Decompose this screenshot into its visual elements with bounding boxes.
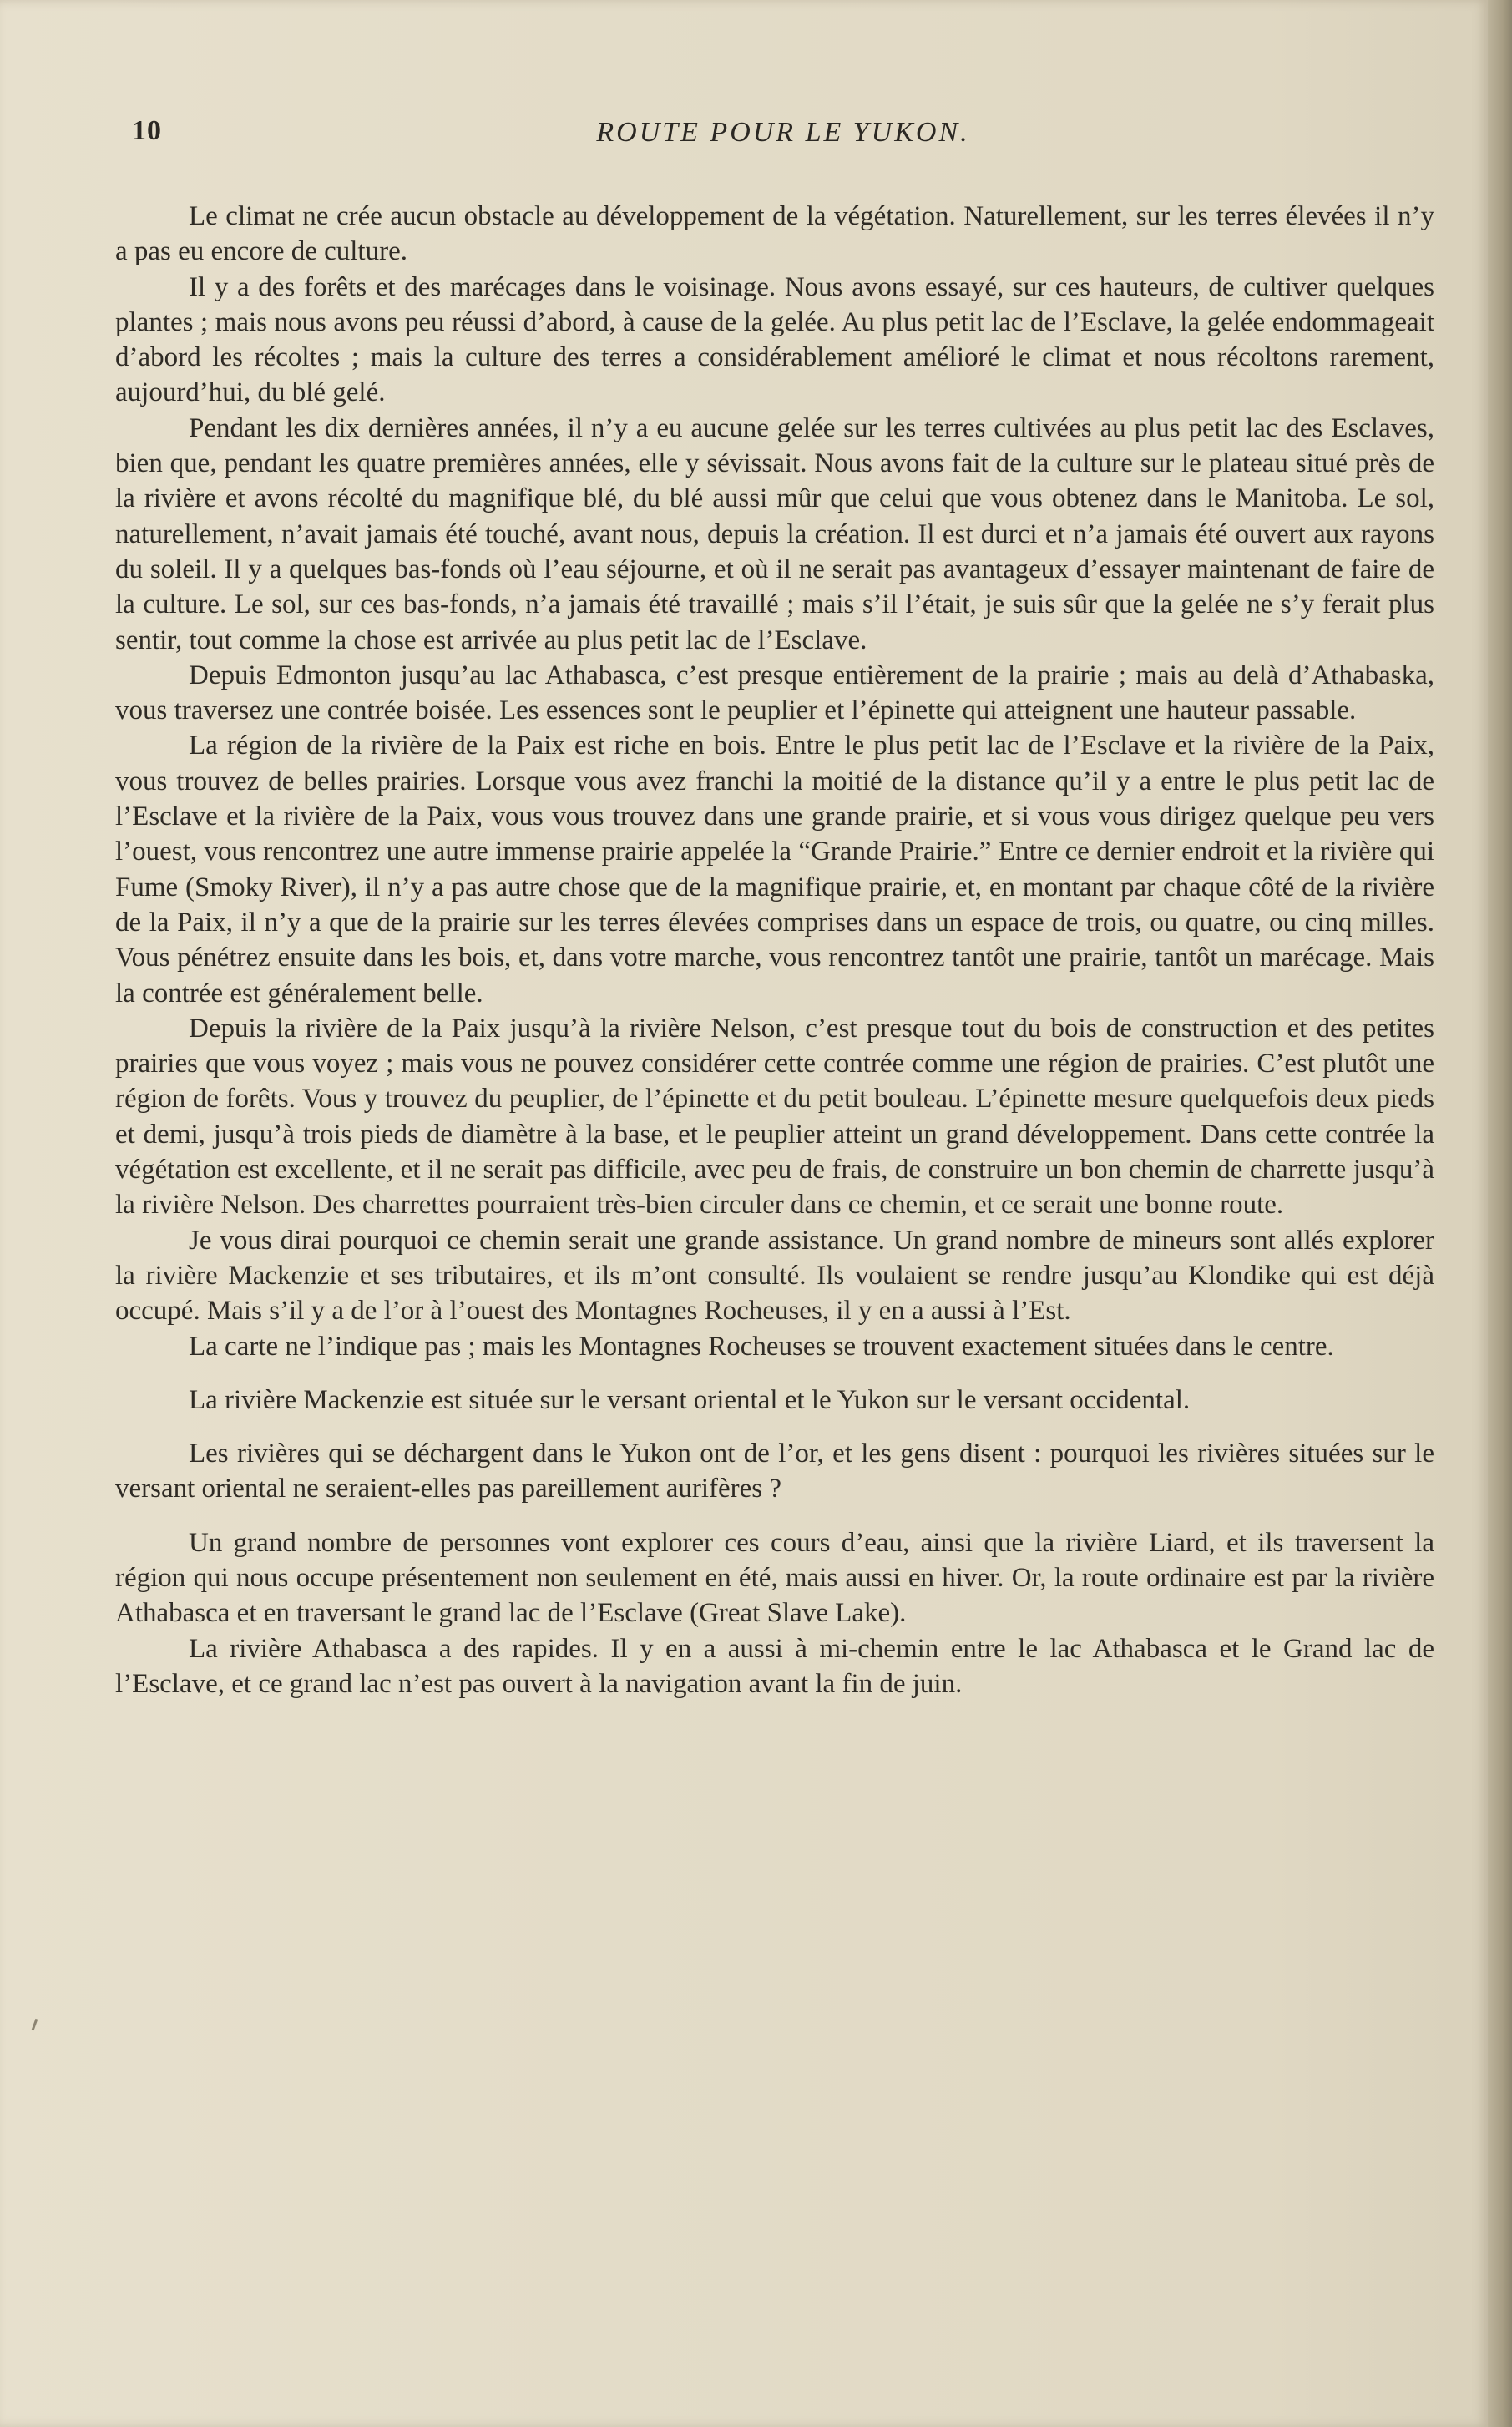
paragraph-gold-rivers: Les rivières qui se déchargent dans le Yukon ont de l’or, et les gens disent : pourquoi les rivières situées sur le versant oriental ne seraient-elles pas pareillement aurifères ? bbox=[115, 1439, 1434, 1504]
paragraph-athabasca: La rivière Athabasca a des rapides. Il y en a aussi à mi-chemin entre le lac Athabasca et le Grand lac de l’Esclave, et ce grand lac n’est pas ouvert à la navigation avant la fin de juin. bbox=[115, 1633, 1434, 1699]
paragraph-forests: Il y a des forêts et des marécages dans le voisinage. Nous avons essayé, sur ces hauteurs, de cultiver quelques plantes ; mais nous avons peu réussi d’abord, à cause de la gelée. Au plus petit lac de l’Esclave, la gelée endommageait d’abord les récoltes ; mais la culture des terres a considérablement amélioré le climat et nous récoltons rarement, aujourd’hui, du blé gelé. bbox=[115, 271, 1434, 408]
page-header bbox=[132, 115, 1434, 165]
paragraph-edmonton: Depuis Edmonton jusqu’au lac Athabasca, c’est presque entièrement de la prairie ; mais au delà d’Athabaska, vous traversez une contrée boisée. Les essences sont le peuplier et l’épinette qui atteignent une hauteur passable. bbox=[115, 660, 1434, 726]
paragraph-peace-river: La région de la rivière de la Paix est riche en bois. Entre le plus petit lac de l’Esclave et la rivière de la Paix, vous trouvez de belles prairies. Lorsque vous avez franchi la moitié de la distance qu’il y a entre le plus petit lac de l’Esclave et la rivière de la Paix, vous vous trouvez dans une grande prairie, et si vous vous dirigez quelque peu vers l’ouest, vous rencontrez une autre immense prairie appelée la “Grande Prairie.” Entre ce dernier endroit et la rivière qui Fume (Smoky River), il n’y a pas autre chose que de la magnifique prairie, et, en montant par chaque côté de la rivière de la Paix, il n’y a que de la prairie sur les terres élevées comprises dans un espace de trois, ou quatre, ou cinq milles. Vous pénétrez ensuite dans les bois, et, dans votre marche, vous rencontrez tantôt une prairie, tantôt un marécage. Mais la contrée est généralement belle. bbox=[115, 731, 1434, 1009]
page-number: 10 bbox=[132, 115, 162, 146]
running-title: ROUTE POUR LE YUKON. bbox=[596, 117, 970, 148]
paragraph-climate: Le climat ne crée aucun obstacle au développement de la végétation. Naturellement, sur les terres élevées il n’y a pas eu encore de culture. bbox=[115, 201, 1434, 267]
margin-mark bbox=[32, 2019, 38, 2030]
paragraph-frost: Pendant les dix dernières années, il n’y a eu aucune gelée sur les terres cultivées au plus petit lac des Esclaves, bien que, pendant les quatre premières années, elle y sévissait. Nous avons fait de la culture sur le plateau situé près de la rivière et avons récolté du magnifique blé, du blé aussi mûr que celui que vous obtenez dans le Manitoba. Le sol, naturellement, n’avait jamais été touché, avant nous, depuis la création. Il est durci et n’a jamais été ouvert aux rayons du soleil. Il y a quelques bas-fonds où l’eau séjourne, et où il ne serait pas avantageux d’essayer maintenant de faire de la culture. Le sol, sur ces bas-fonds, n’a jamais été travaillé ; mais s’il l’était, je suis sûr que la gelée ne s’y ferait plus sentir, tout comme la chose est arrivée au plus petit lac de l’Esclave. bbox=[115, 412, 1434, 655]
body-text bbox=[115, 199, 1434, 1701]
paragraph-mackenzie: La rivière Mackenzie est située sur le versant oriental et le Yukon sur le versant occidental. bbox=[189, 1384, 1191, 1415]
paragraph-map: La carte ne l’indique pas ; mais les Montagnes Rocheuses se trouvent exactement situées dans le centre. bbox=[189, 1331, 1334, 1362]
page-edge bbox=[1488, 0, 1512, 2427]
paragraph-nelson-river: Depuis la rivière de la Paix jusqu’à la rivière Nelson, c’est presque tout du bois de construction et des petites prairies que vous voyez ; mais vous ne pouvez considérer cette contrée comme une région de prairies. C’est plutôt une région de forêts. Vous y trouvez du peuplier, de l’épinette et du petit bouleau. L’épinette mesure quelquefois deux pieds et demi, jusqu’à trois pieds de diamètre à la base, et le peuplier atteint un grand développement. Dans cette contrée la végétation est excellente, et il ne serait pas difficile, avec peu de frais, de construire un bon chemin de charrette jusqu’à la rivière Nelson. Des charrettes pourraient très-bien circuler dans ce chemin, et ce serait une bonne route. bbox=[115, 1013, 1434, 1221]
paragraph-miners: Je vous dirai pourquoi ce chemin serait une grande assistance. Un grand nombre de mineurs sont allés explorer la rivière Mackenzie et ses tributaires, et ils m’ont consulté. Ils voulaient se rendre jusqu’au Klondike qui est déjà occupé. Mais s’il y a de l’or à l’ouest des Montagnes Rocheuses, il y en a aussi à l’Est. bbox=[115, 1225, 1434, 1327]
paragraph-explorers: Un grand nombre de personnes vont explorer ces cours d’eau, ainsi que la rivière Liard, et ils traversent la région qui nous occupe présentement non seulement en été, mais aussi en hiver. Or, la route ordinaire est par la rivière Athabasca et en traversant le grand lac de l’Esclave (Great Slave Lake). bbox=[115, 1527, 1434, 1629]
